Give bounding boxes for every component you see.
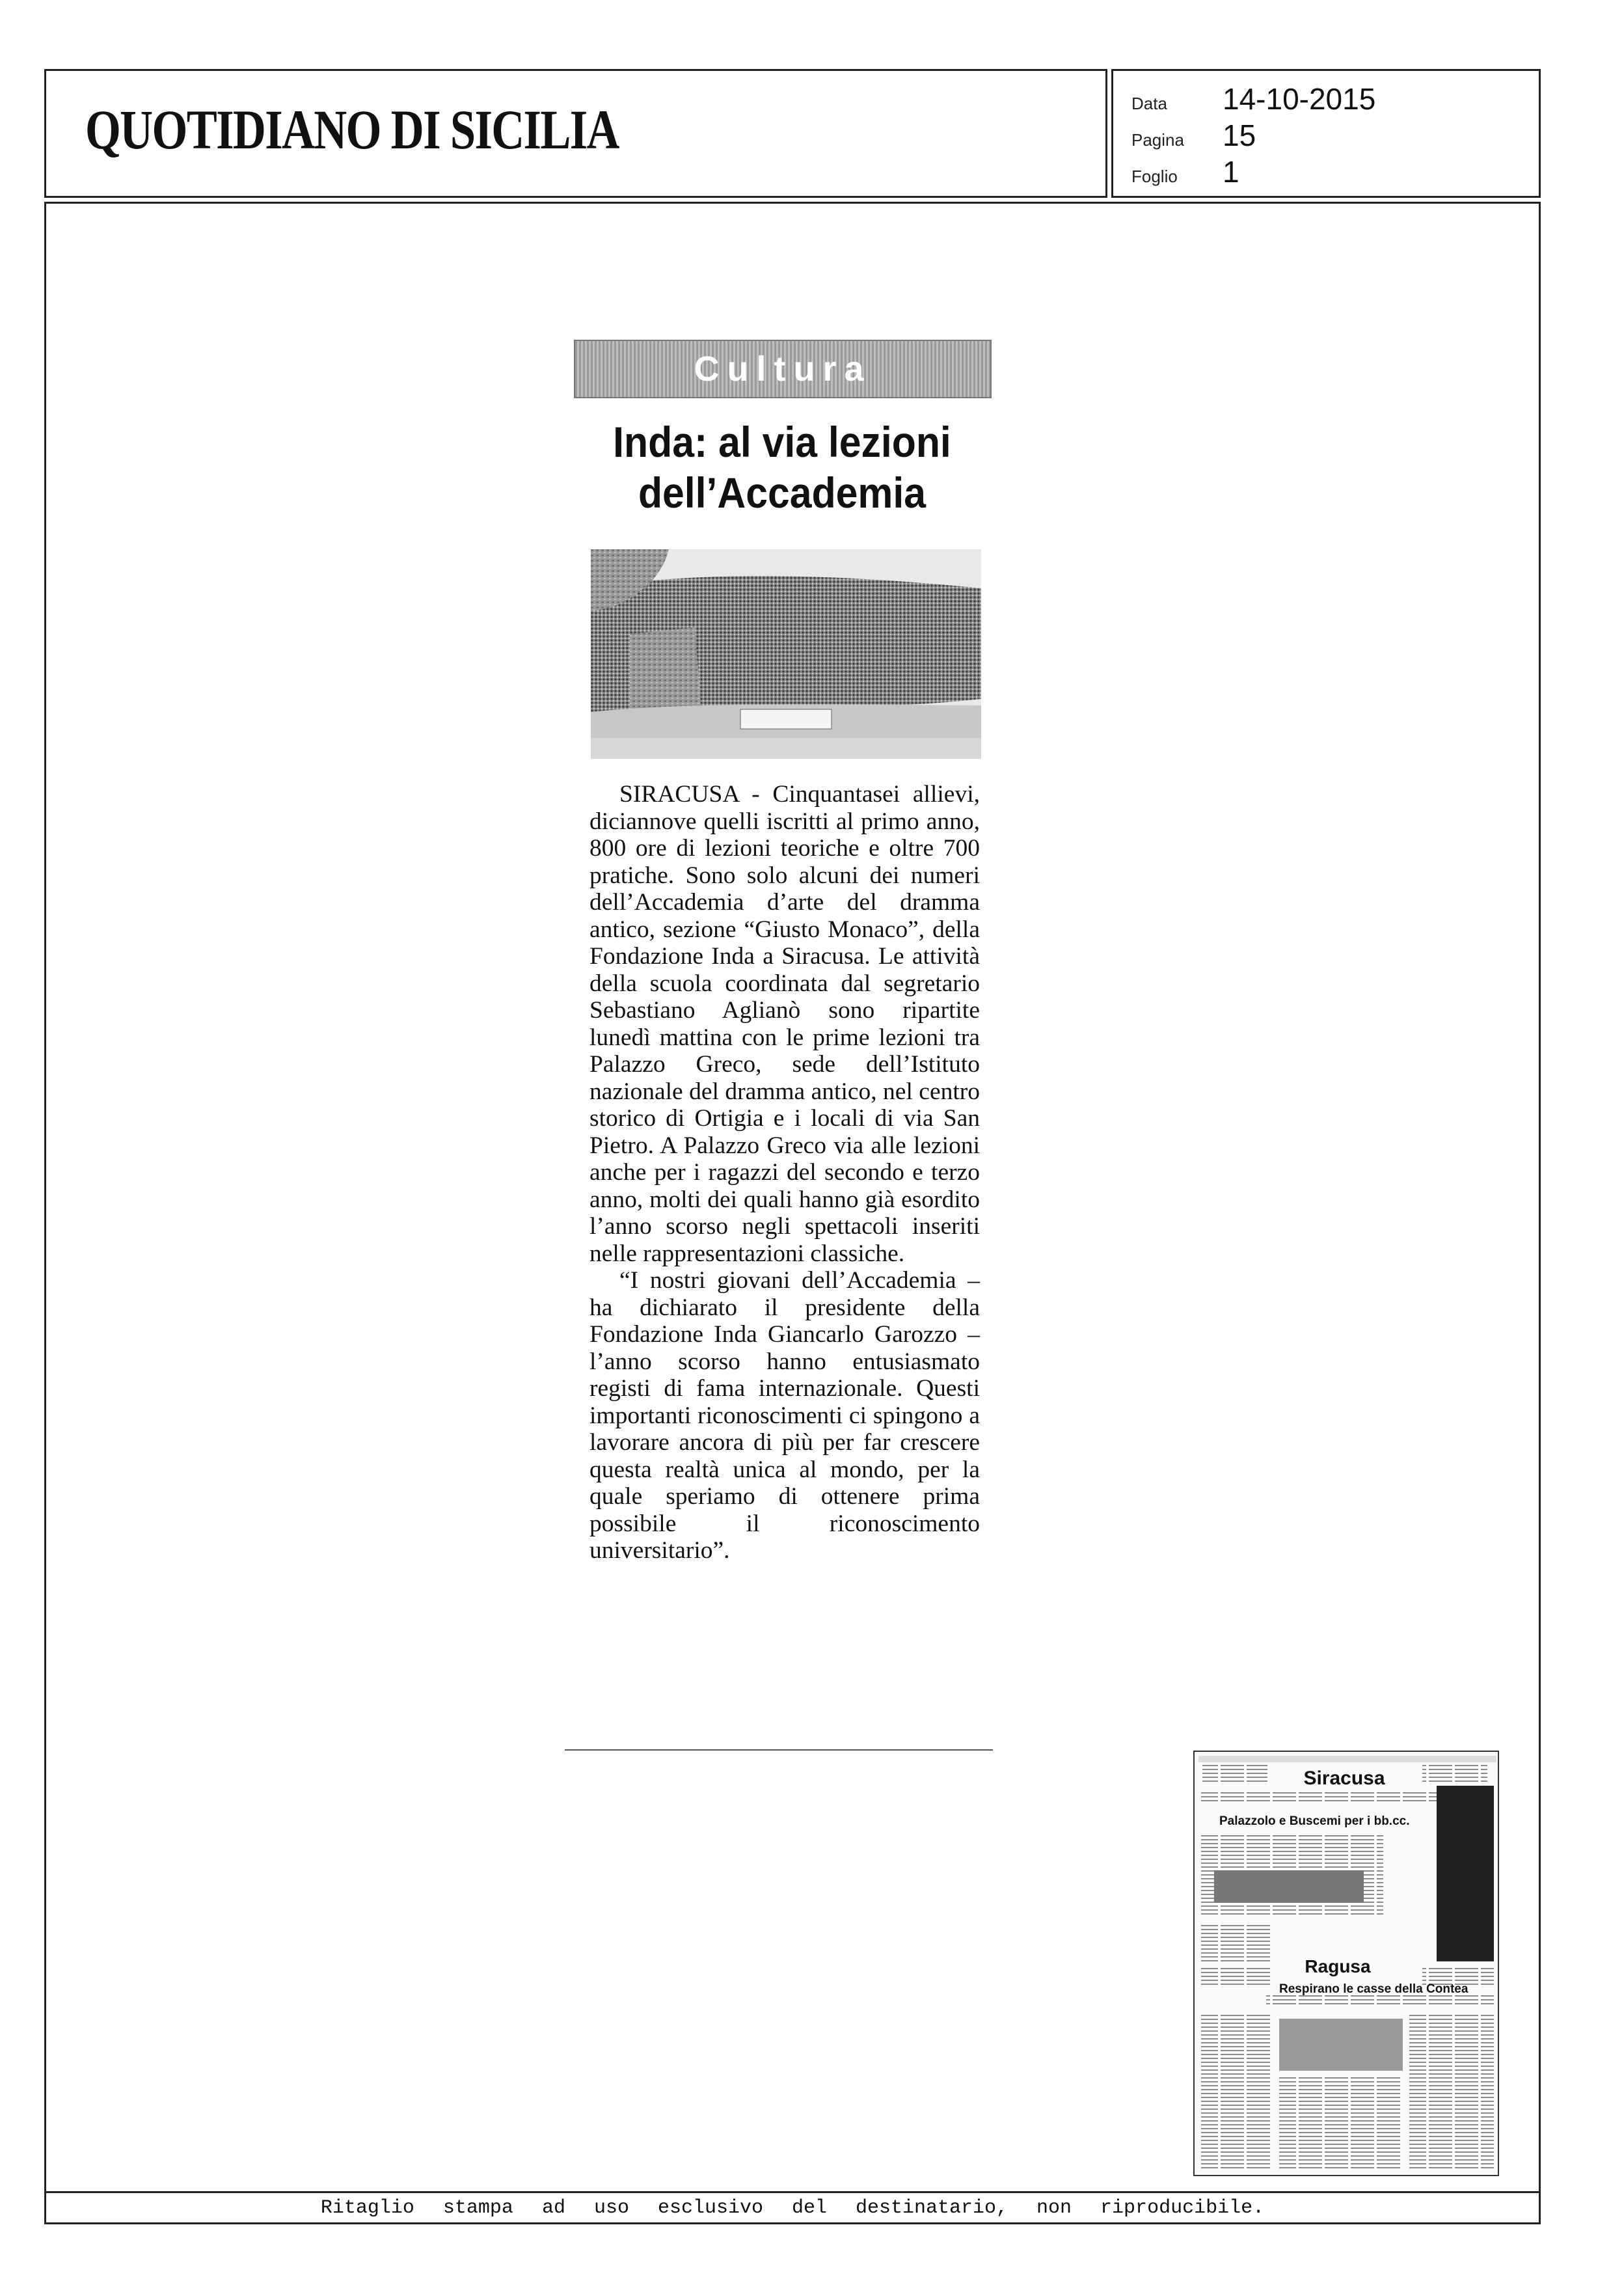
meta-label: Data — [1131, 94, 1167, 113]
article-end-rule — [565, 1749, 993, 1751]
thumbnail-headline: Respirano le casse della Contea — [1279, 1982, 1468, 1996]
headline-line: dell’Accademia — [638, 469, 927, 517]
clipping-meta — [1131, 81, 1375, 191]
meta-label: Pagina — [1131, 130, 1184, 150]
page-thumbnail — [1193, 1751, 1499, 2176]
meta-value: 14-10-2015 — [1223, 82, 1376, 116]
article-paragraph: “I nostri giovani dell’Accademia – ha dichiarato il presidente della Fondazione Inda Giancarlo Garozzo – l’anno scorso hanno entusiasmato registi di fama internazionale. Questi importanti riconoscimenti ci spingono a lavorare ancora di più per far crescere questa realtà unica al mondo, per la quale speriamo di ottenere prima possibile il riconoscimento universitario”. — [589, 1267, 980, 1564]
article-body — [589, 781, 980, 1564]
clipping-meta-box — [1111, 69, 1541, 198]
headline-line: Inda: al via lezioni — [613, 418, 951, 466]
article-paragraph: SIRACUSA - Cinquantasei allievi, diciannove quelli iscritti al primo anno, 800 ore di lezioni teoriche e oltre 700 pratiche. Sono solo alcuni dei numeri dell’Accademia d’arte del dramma antico, sezione “Giusto Monaco”, della Fondazione Inda a Siracusa. Le attività della scuola coordinata dal segretario Sebastiano Aglianò sono ripartite lunedì mattina con le prime lezioni tra Palazzo Greco, sede dell’Istituto nazionale del dramma antico, nel centro storico di Ortigia e i locali di via San Pietro. A Palazzo Greco via alle lezioni anche per i ragazzi del secondo e terzo anno, molti dei quali hanno già esordito l’anno scorso negli spettacoli inseriti nelle rappresentazioni classiche. — [589, 781, 980, 1267]
masthead-title: QUOTIDIANO DI SICILIA — [85, 98, 619, 161]
section-label: Cultura — [694, 349, 872, 389]
footer-notice — [44, 2193, 1541, 2224]
article-headline — [578, 416, 986, 518]
thumbnail-section: Siracusa — [1303, 1767, 1385, 1789]
theatre-photo — [591, 549, 981, 759]
meta-row-date — [1131, 81, 1375, 118]
meta-row-page — [1131, 118, 1375, 154]
masthead-box — [44, 69, 1107, 198]
thumbnail-section: Ragusa — [1305, 1956, 1371, 1976]
section-banner — [574, 340, 992, 398]
meta-row-sheet — [1131, 154, 1375, 191]
meta-label: Foglio — [1131, 167, 1178, 186]
article-photo — [591, 549, 981, 759]
thumbnail-headline: Palazzolo e Buscemi per i bb.cc. — [1219, 1814, 1410, 1828]
footer-text: Ritaglio stampa ad uso esclusivo del destinatario, non riproducibile. — [320, 2196, 1265, 2219]
meta-value: 15 — [1223, 118, 1256, 152]
meta-value: 1 — [1223, 155, 1239, 189]
